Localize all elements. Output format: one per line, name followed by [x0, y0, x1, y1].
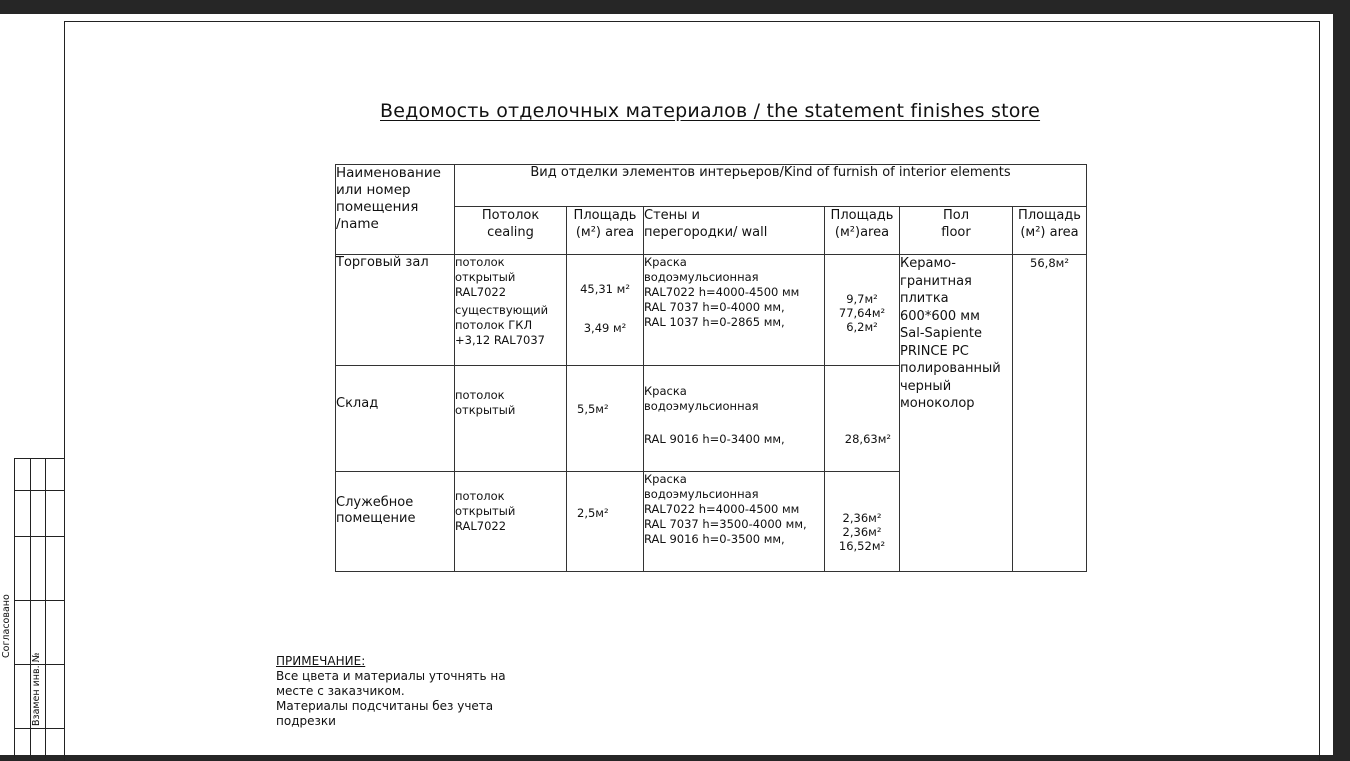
ceiling-cell: потолок открытый RAL7022 существующий потолок ГКЛ +3,12 RAL7037	[455, 255, 567, 366]
ceiling-area-cell: 2,5м²	[567, 472, 644, 572]
note-heading: ПРИМЕЧАНИЕ:	[276, 654, 366, 668]
wall-area-header: Площадь (м²)area	[825, 207, 900, 255]
wall-area-cell: 2,36м² 2,36м² 16,52м²	[825, 472, 900, 572]
stamp-line	[14, 600, 64, 601]
stamp-line	[14, 458, 64, 459]
ceiling-area-header: Площадь (м²) area	[567, 207, 644, 255]
wall-header: Стены и перегородки/ wall	[644, 207, 825, 255]
stamp-line	[14, 536, 64, 537]
stamp-line	[45, 458, 46, 758]
table-row	[336, 255, 1087, 366]
ceiling-cell: потолок открытый	[455, 366, 567, 472]
group-header: Вид отделки элементов интерьеров/Kind of furnish of interior elements	[455, 165, 1087, 207]
wall-area-cell: 9,7м² 77,64м² 6,2м²	[825, 255, 900, 366]
finishes-table	[335, 164, 1087, 572]
note-line: месте с заказчиком.	[276, 684, 405, 698]
room-name: Торговый зал	[336, 255, 455, 366]
note-line: подрезки	[276, 714, 336, 728]
note-line: Материалы подсчитаны без учета	[276, 699, 494, 713]
wall-cell: Краска водоэмульсионная RAL7022 h=4000-4500 мм RAL 7037 h=0-4000 мм, RAL 1037 h=0-2865 мм,	[644, 255, 825, 366]
stamp-replace-label: Взамен инв. №	[31, 652, 42, 726]
ceiling-area-cell: 45,31 м² 3,49 м²	[567, 255, 644, 366]
ceiling-cell: потолок открытый RAL7022	[455, 472, 567, 572]
floor-header: Пол floor	[900, 207, 1013, 255]
stamp-line	[14, 458, 15, 758]
stamp-line	[14, 490, 64, 491]
floor-cell: Керамо- гранитная плитка 600*600 мм Sal-Sapiente PRINCE PC полированный черный моноколор	[900, 255, 1013, 572]
note-line: Все цвета и материалы уточнять на	[276, 669, 506, 683]
sheet-title: Ведомость отделочных материалов / the statement finishes store	[380, 100, 1041, 122]
note-block	[276, 654, 536, 729]
table-header-row	[336, 165, 1087, 207]
name-header: Наименование или номер помещения /name	[336, 165, 455, 255]
ceiling-header: Потолок cealing	[455, 207, 567, 255]
stamp-agreed-label: Согласовано	[1, 594, 12, 658]
room-name: Служебное помещение	[336, 472, 455, 572]
floor-area-cell: 56,8м²	[1013, 255, 1087, 572]
room-name: Склад	[336, 366, 455, 472]
wall-cell: Краска водоэмульсионная RAL7022 h=4000-4500 мм RAL 7037 h=3500-4000 мм, RAL 9016 h=0-3500 мм,	[644, 472, 825, 572]
drawing-sheet	[0, 14, 1333, 755]
stamp-line	[14, 728, 64, 729]
wall-cell: Краска водоэмульсионная RAL 9016 h=0-3400 мм,	[644, 366, 825, 472]
ceiling-area-cell: 5,5м²	[567, 366, 644, 472]
floor-area-header: Площадь (м²) area	[1013, 207, 1087, 255]
approval-stamp	[1, 458, 64, 758]
wall-area-cell: 28,63м²	[825, 366, 900, 472]
